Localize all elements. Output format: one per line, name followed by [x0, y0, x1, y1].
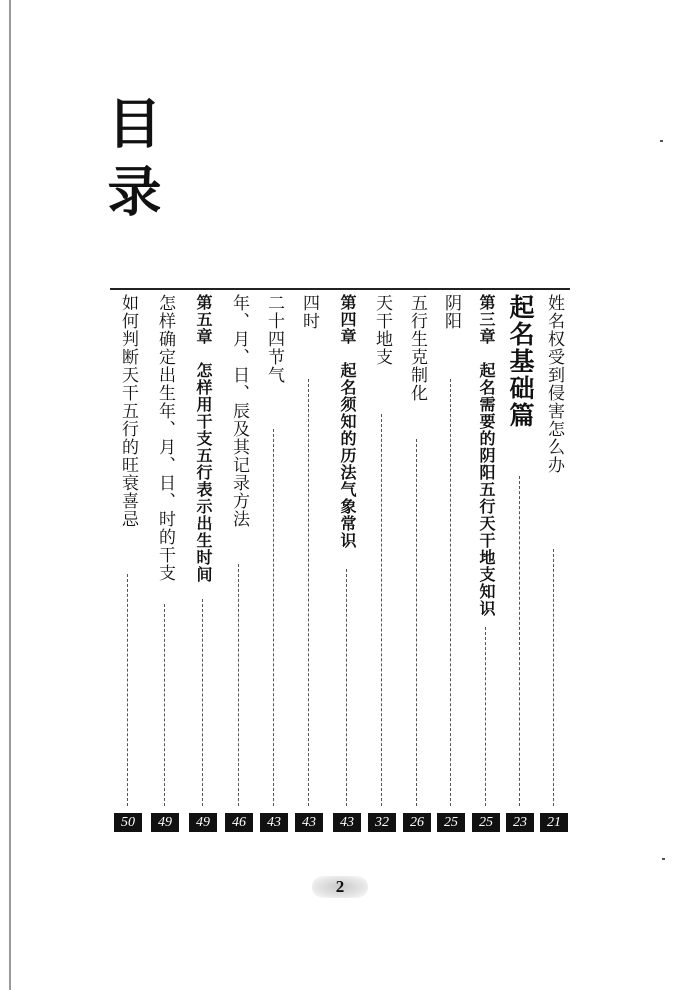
toc-entry-title: 年、月、日、辰及其记录方法: [229, 294, 249, 528]
toc-entry-entry[interactable]: [365, 294, 399, 832]
scan-left-edge: [9, 0, 11, 990]
dotted-leader: [416, 439, 417, 806]
toc-heading-char-2: 录: [99, 163, 162, 217]
toc-page-number: 50: [114, 813, 142, 832]
toc-header-rule: [110, 288, 570, 290]
toc-page-number: 25: [437, 813, 465, 832]
dotted-leader: [519, 476, 520, 806]
toc-entry-entry[interactable]: [434, 294, 468, 832]
toc-entry-title: 怎样确定出生年、月、日、时的干支: [155, 294, 175, 582]
toc-page-number: 43: [260, 813, 288, 832]
toc-entry-entry[interactable]: [292, 294, 326, 832]
toc-entry-title: 四时: [299, 294, 319, 330]
toc-entry-title: 姓名权受到侵害怎么办: [544, 294, 564, 474]
toc-entry-title: 五行生克制化: [407, 294, 427, 402]
dotted-leader: [127, 574, 128, 806]
dotted-leader: [308, 379, 309, 806]
toc-page-number: 26: [403, 813, 431, 832]
toc-entry-entry[interactable]: [222, 294, 256, 832]
dotted-leader: [202, 599, 203, 806]
toc-entry-title: 起名基础篇: [506, 294, 535, 429]
dotted-leader: [238, 564, 239, 806]
toc-entry-chapter[interactable]: [330, 294, 364, 832]
page-number-badge: [312, 876, 368, 898]
toc-entry-entry[interactable]: [111, 294, 145, 832]
dotted-leader: [346, 569, 347, 806]
scan-speck: [662, 858, 665, 860]
toc-page-number: 23: [506, 813, 534, 832]
toc-entry-chapter[interactable]: [469, 294, 503, 832]
toc-entry-title: 二十四节气: [264, 294, 284, 384]
toc-page-number: 21: [540, 813, 568, 832]
dotted-leader: [450, 379, 451, 806]
toc-page-number: 46: [225, 813, 253, 832]
toc-page-number: 25: [472, 813, 500, 832]
toc-entry-title: 如何判断天干五行的旺衰喜忌: [118, 294, 138, 528]
dotted-leader: [164, 604, 165, 806]
dotted-leader: [553, 549, 554, 806]
toc-entry-title: 第三章 起名需要的阴阳五行天干地支知识: [477, 294, 496, 617]
scan-speck: [660, 140, 663, 142]
toc-entry-entry[interactable]: [148, 294, 182, 832]
toc-page-number: 49: [189, 813, 217, 832]
toc-entry-title: 天干地支: [372, 294, 392, 366]
toc-heading-char-1: 目: [99, 95, 162, 149]
toc-entry-chapter[interactable]: [186, 294, 220, 832]
toc-entry-entry[interactable]: [257, 294, 291, 832]
toc-entry-entry[interactable]: [400, 294, 434, 832]
dotted-leader: [381, 414, 382, 806]
toc-entry-part[interactable]: [503, 294, 537, 832]
toc-page-number: 43: [295, 813, 323, 832]
toc-entry-title: 阴阳: [441, 294, 461, 330]
toc-entry-entry[interactable]: [537, 294, 571, 832]
page-number: 2: [335, 877, 345, 896]
toc-page-number: 43: [333, 813, 361, 832]
toc-page-number: 32: [368, 813, 396, 832]
toc-page-number: 49: [151, 813, 179, 832]
dotted-leader: [273, 429, 274, 806]
dotted-leader: [485, 627, 486, 806]
toc-entry-title: 第五章 怎样用干支五行表示出生时间: [194, 294, 213, 583]
toc-entry-title: 第四章 起名须知的历法气象常识: [338, 294, 357, 549]
